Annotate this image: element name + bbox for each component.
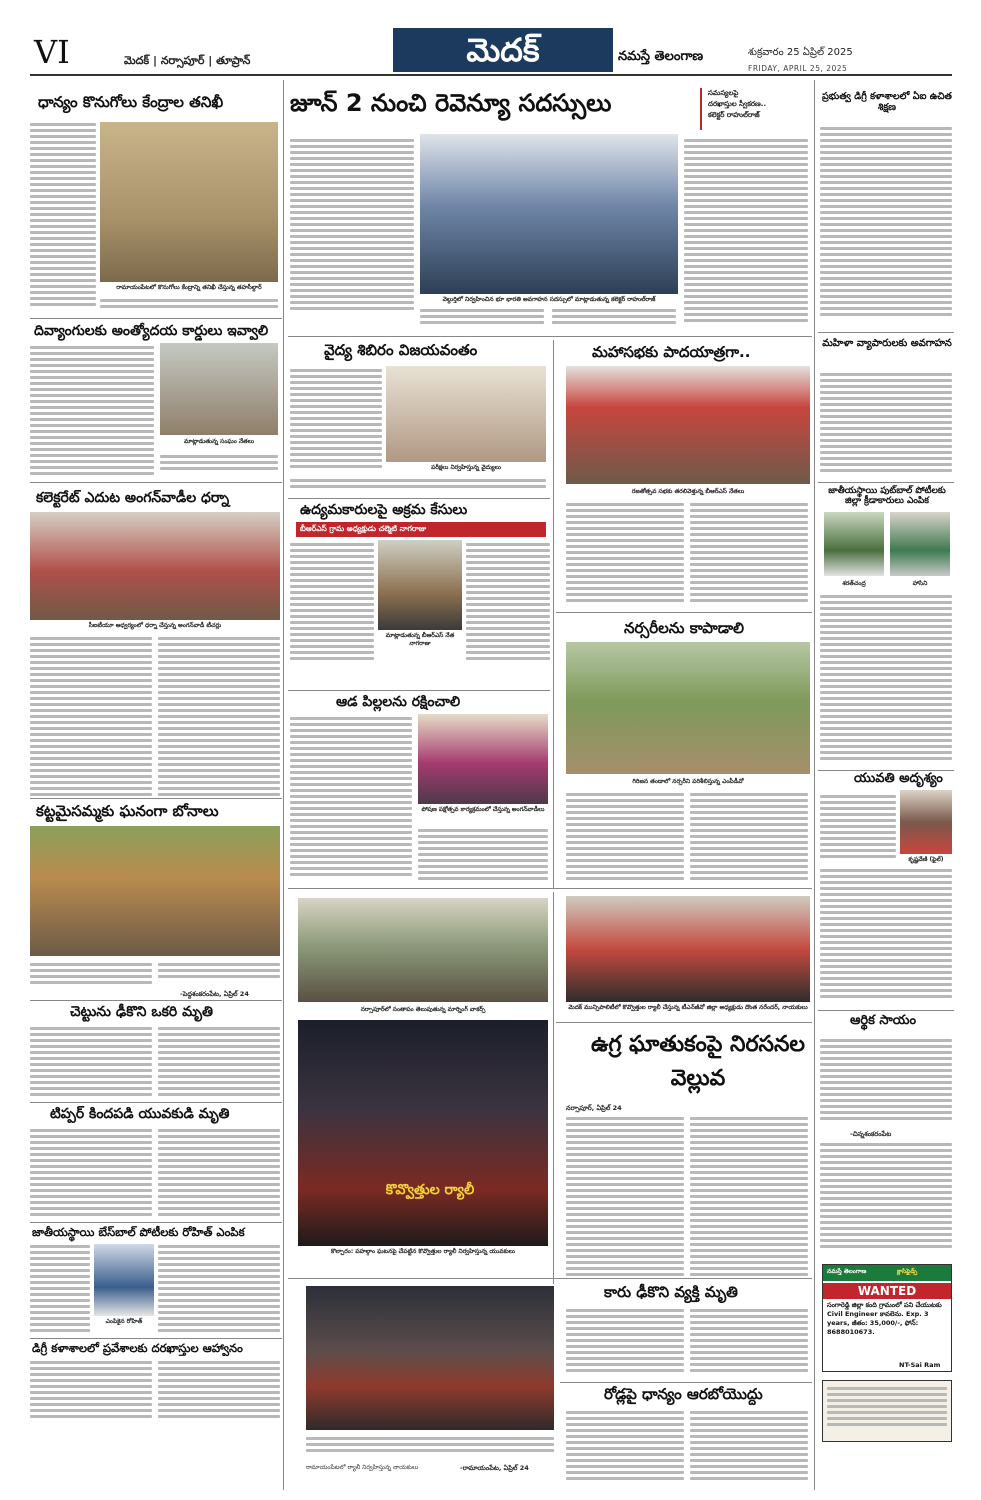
- story-body: [158, 1024, 280, 1100]
- story-headline: మహాసభకు పాదయాత్రగా..: [592, 343, 751, 361]
- story-body: [160, 452, 278, 478]
- story-body: [690, 1408, 808, 1490]
- highlight-item: కలెక్టర్ రాహుల్‌రాజ్: [708, 111, 760, 119]
- story-body: [290, 714, 412, 884]
- story-body: [158, 960, 280, 988]
- story-photo: [94, 1244, 154, 1316]
- story-body: [566, 1306, 684, 1380]
- masthead-rule: [30, 74, 952, 76]
- story-body: [820, 124, 952, 324]
- photo-caption: కొల్చారం: పహల్గాం ఘటనపై చేపట్టిన కొవ్వొత్తుల ర్యాలీ నిర్వహిస్తున్న యువకులు: [330, 1248, 516, 1255]
- date-english: FRIDAY, APRIL 25, 2025: [748, 64, 848, 73]
- photo-caption: సీఐటీయూ ఆధ్వర్యంలో ధర్నా చేస్తున్న అంగన్‌వాడీ టీచర్లు: [88, 622, 222, 629]
- photo-caption: రజతోత్సవ సభకు తరలివెళ్తున్న బీఆర్‌ఎస్ నేతలు: [631, 488, 745, 495]
- photo-caption: మెదక్ మున్సిపాలిటీలో కొవ్వొత్తుల ర్యాలీ చేస్తున్న టీఎన్‌జీవో జిల్లా అధ్యక్షుడు దొంత నరేందర్, నాయకులు: [568, 1004, 808, 1011]
- photo-caption: నర్సాపూర్‌లో సంతాపం తెలుపుతున్న మార్నింగ్ వాకర్స్: [360, 1006, 486, 1013]
- story-byline: -పెద్దశంకరంపేట, ఏప్రిల్ 24: [180, 990, 249, 998]
- ad-body: సంగారెడ్డి జిల్లా కంది గ్రామంలో పని చేయుటకు Civil Engineer కావలెను. Exp. 3 years, జీతం: 35,000/-, ఫోన్: 8688010673.: [827, 1301, 942, 1336]
- story-photo: [890, 512, 950, 576]
- story-body: [30, 1126, 152, 1220]
- story-body: [100, 296, 278, 314]
- story-photo: [824, 512, 884, 576]
- ad-label: క్లాసిఫైడ్స్: [897, 1268, 918, 1275]
- story-body: [158, 634, 280, 796]
- story-headline: వైద్య శిబిరం విజయవంతం: [324, 341, 478, 359]
- column-rule: [814, 80, 815, 1490]
- story-body: [566, 1408, 684, 1490]
- notice-box: [822, 1380, 952, 1442]
- lead-headline: జూన్ 2 నుంచి రెవెన్యూ సదస్సులు: [290, 89, 612, 117]
- story-body: [552, 306, 676, 328]
- story-body: [820, 370, 952, 480]
- photo-caption: హాసిని: [912, 580, 928, 587]
- story-body: [158, 1126, 280, 1220]
- story-photo: [900, 790, 952, 854]
- story-photo: [30, 826, 280, 956]
- story-photo: [30, 512, 280, 620]
- story-body: [566, 1114, 684, 1276]
- column-rule: [283, 80, 284, 1490]
- story-byline: -చిన్నశంకరంపేట: [850, 1130, 892, 1138]
- story-photo: [566, 896, 810, 1002]
- ad-title: WANTED: [823, 1283, 951, 1299]
- story-headline: కలెక్టరేట్ ఎదుట అంగన్‌వాడీల ధర్నా: [36, 490, 230, 506]
- story-photo: [160, 343, 278, 435]
- story-body: [566, 790, 684, 884]
- story-headline: జాతీయస్థాయి పుట్‌బాల్ పోటీలకు జిల్లా క్రీడాకారులు ఎంపిక: [828, 486, 946, 507]
- story-headline: ఉద్యమకారులపై అక్రమ కేసులు: [300, 502, 468, 518]
- story-body: [30, 1024, 152, 1100]
- photo-caption: ఎంపికైన రోహిత్: [105, 1318, 143, 1325]
- story-body: [690, 500, 808, 608]
- story-body: [690, 1306, 808, 1380]
- photo-caption: పరీక్షలు నిర్వహిస్తున్న వైద్యులు: [431, 464, 501, 471]
- story-body: [466, 540, 550, 670]
- story-body: [690, 1114, 808, 1276]
- column-rule: [553, 340, 554, 888]
- story-body: [30, 634, 152, 796]
- date-telugu: శుక్రవారం 25 ఏప్రిల్ 2025: [748, 47, 853, 58]
- photo-caption: పోషణ పక్షోత్సవ కార్యక్రమంలో చేస్తున్న అంగన్‌వాడీలు: [421, 806, 545, 813]
- story-body: [30, 120, 96, 310]
- lead-photo: [420, 134, 678, 294]
- photo-caption: గిరిజన తండాలో నర్సరీని పరిశీలిస్తున్న ఎంపీడీవో: [632, 778, 744, 785]
- story-headline: ప్రభుత్వ డిగ్రీ కళాశాలలో ఏఐ ఉచిత శిక్షణ: [822, 91, 952, 113]
- story-body: [30, 1358, 152, 1424]
- story-headline: మహిళా వ్యాపారులకు అవగాహన: [822, 338, 952, 349]
- story-body: [290, 476, 546, 496]
- story-body: [290, 136, 414, 316]
- story-headline: యువతి అదృశ్యం: [854, 771, 943, 786]
- story-headline: చెట్టును ఢీకొని ఒకరి మృతి: [70, 1004, 213, 1020]
- story-body: [566, 500, 684, 608]
- story-body: [158, 1242, 280, 1336]
- story-headline: ఆర్థిక సాయం: [850, 1013, 917, 1028]
- story-body: [30, 1242, 90, 1336]
- highlight-item: సమస్యలపై: [708, 89, 739, 97]
- paper-name: నమస్తే తెలంగాణ: [618, 49, 704, 64]
- story-body: [30, 343, 154, 477]
- story-byline: -రామాయంపేట, ఏప్రిల్ 24: [460, 1464, 529, 1472]
- photo-caption: వెల్దుర్తిలో నిర్వహించిన భూ భారతి అవగాహన సదస్సులో మాట్లాడుతున్న కలెక్టర్ రాహుల్‌రాజ్: [442, 296, 656, 303]
- photo-caption: మాట్లాడుతున్న బీఆర్‌ఎస్ నేత నాగరాజు: [385, 632, 455, 647]
- story-headline: కట్టమైసమ్మకు ఘనంగా బోనాలు: [36, 802, 219, 820]
- photo-caption: కృష్ణవేణి (ఫైల్): [908, 856, 944, 863]
- page-number: VI: [34, 33, 70, 71]
- story-photo: [298, 898, 548, 1002]
- story-body: [690, 790, 808, 884]
- photo-banner-text: కొవ్వొత్తుల ర్యాలీ: [385, 1182, 475, 1198]
- section-title: మెదక్: [466, 31, 540, 69]
- story-body: [418, 826, 548, 884]
- column-rule: [553, 892, 554, 1284]
- story-subhead: బీఆర్‌ఎస్ గ్రామ అధ్యక్షుడు చల్మెటి నాగరాజు: [296, 522, 546, 537]
- classified-ad: [822, 1264, 952, 1372]
- story-headline: డిగ్రీ కళాశాలలో ప్రవేశాలకు దరఖాస్తుల ఆహ్వానం: [32, 1341, 243, 1355]
- story-headline: ఆడ పిల్లలను రక్షించాలి: [336, 694, 461, 710]
- story-headline: ధాన్యం కొనుగోలు కేంద్రాల తనిఖీ: [38, 93, 224, 111]
- story-photo: [298, 1020, 548, 1246]
- story-body: [306, 1434, 554, 1462]
- photo-caption: రామాయంపేటలో ర్యాలీ నిర్వహిస్తున్న నాయకులు: [306, 1464, 419, 1471]
- story-photo: [386, 366, 546, 462]
- story-photo: [378, 540, 462, 630]
- story-photo: [306, 1286, 554, 1430]
- story-body: [820, 866, 952, 1006]
- story-headline: జాతీయస్థాయి బేస్‌బాల్ పోటీలకు రోహిత్ ఎంపిక: [32, 1225, 245, 1239]
- story-headline: టిప్పర్ కిందపడి యువకుడి మృతి: [50, 1106, 230, 1122]
- story-body: [30, 960, 152, 998]
- photo-caption: శరత్‌చంద్ర: [842, 580, 866, 587]
- lead-headline: ఉగ్ర ఘాతుకంపై నిరసనల వెల్లువ: [590, 1032, 806, 1091]
- masthead: [0, 28, 981, 80]
- story-byline: నర్సాపూర్, ఏప్రిల్ 24: [566, 1104, 622, 1112]
- story-body: [820, 1140, 952, 1258]
- story-body: [820, 792, 896, 862]
- story-body: [820, 592, 952, 768]
- story-body: [684, 136, 808, 330]
- story-headline: రోడ్లపై ధాన్యం ఆరబోయొద్దు: [604, 1385, 763, 1403]
- story-headline: దివ్యాంగులకు అంత్యోదయ కార్డులు ఇవ్వాలి: [34, 323, 269, 339]
- story-photo: [418, 714, 548, 804]
- edition-tags: మెదక్ | నర్సాపూర్ | తూప్రాన్: [124, 54, 251, 67]
- lead-highlights: [700, 88, 808, 130]
- story-body: [158, 1358, 280, 1424]
- photo-caption: రామాయంపేటలో కొనుగోలు కేంద్రాన్ని తనిఖీ చేస్తున్న తహసీల్దార్: [116, 284, 262, 291]
- story-body: [820, 1036, 952, 1128]
- story-photo: [100, 122, 278, 282]
- story-headline: కారు ఢీకొని వ్యక్తి మృతి: [604, 1283, 738, 1301]
- ad-brand: నమస్తే తెలంగాణ: [827, 1268, 867, 1275]
- photo-caption: మాట్లాడుతున్న సంఘం నేతలు: [183, 438, 255, 445]
- story-body: [290, 366, 382, 476]
- story-photo: [566, 366, 810, 484]
- story-body: [420, 306, 544, 328]
- highlight-item: దరఖాస్తుల స్వీకరణ..: [708, 100, 767, 108]
- story-headline: నర్సరీలను కాపాడాలి: [624, 619, 744, 637]
- ad-header: [823, 1265, 951, 1281]
- story-photo: [566, 642, 810, 774]
- section-title-box: [393, 28, 613, 72]
- ad-sign: NT-Sai Ram: [899, 1361, 941, 1369]
- story-body: [290, 540, 374, 670]
